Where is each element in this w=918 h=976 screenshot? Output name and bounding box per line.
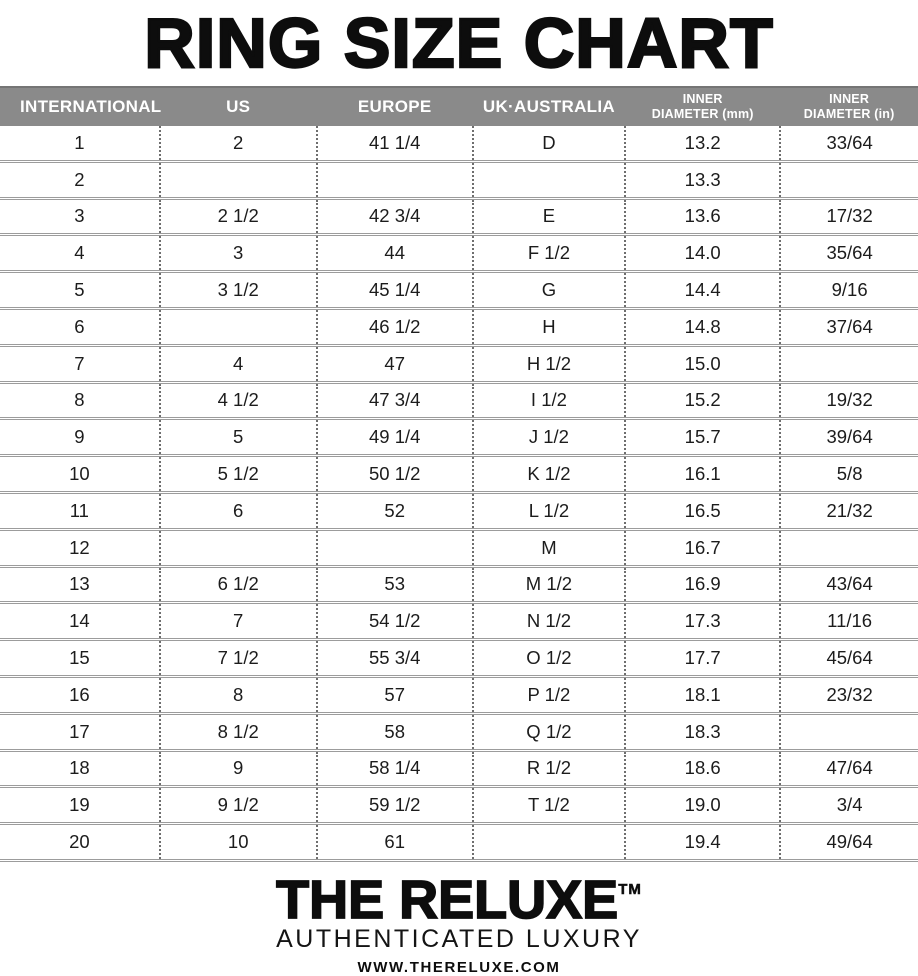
cell-uk-australia: D: [473, 126, 625, 161]
cell-international: 18: [0, 750, 160, 787]
cell-international: 4: [0, 235, 160, 272]
table-header-row: [0, 87, 918, 126]
cell-uk-australia: P 1/2: [473, 676, 625, 713]
cell-inner-diameter-in: 43/64: [780, 566, 918, 603]
table-body: [0, 126, 918, 860]
table-row: [0, 603, 918, 640]
website-url: WWW.THERELUXE.COM: [357, 958, 561, 976]
trademark-symbol: TM: [618, 880, 642, 898]
cell-inner-diameter-mm: 13.3: [625, 161, 780, 198]
cell-uk-australia: H 1/2: [473, 345, 625, 382]
cell-inner-diameter-in: [780, 713, 918, 750]
cell-europe: 47: [317, 345, 473, 382]
table-row: [0, 161, 918, 198]
cell-us: 4 1/2: [160, 382, 317, 419]
brand-logo: [0, 866, 918, 930]
cell-inner-diameter-mm: 14.0: [625, 235, 780, 272]
cell-international: 3: [0, 198, 160, 235]
cell-us: 8: [160, 676, 317, 713]
cell-inner-diameter-mm: 17.7: [625, 640, 780, 677]
cell-inner-diameter-mm: 19.0: [625, 787, 780, 824]
cell-international: 17: [0, 713, 160, 750]
table-row: [0, 345, 918, 382]
cell-uk-australia: O 1/2: [473, 640, 625, 677]
cell-inner-diameter-in: 49/64: [780, 824, 918, 861]
cell-inner-diameter-in: [780, 529, 918, 566]
cell-inner-diameter-in: 11/16: [780, 603, 918, 640]
cell-uk-australia: K 1/2: [473, 456, 625, 493]
cell-uk-australia: Q 1/2: [473, 713, 625, 750]
cell-international: 16: [0, 676, 160, 713]
column-header-label: US: [226, 97, 251, 116]
cell-inner-diameter-mm: 14.4: [625, 272, 780, 309]
column-header-us: [160, 87, 317, 126]
table-row: [0, 272, 918, 309]
cell-uk-australia: E: [473, 198, 625, 235]
column-header-inner-diameter-in: [780, 87, 918, 126]
cell-international: 13: [0, 566, 160, 603]
page-title: RING SIZE CHART: [144, 4, 774, 82]
cell-uk-australia: T 1/2: [473, 787, 625, 824]
footer: [0, 866, 918, 976]
cell-inner-diameter-in: 37/64: [780, 308, 918, 345]
cell-us: 3 1/2: [160, 272, 317, 309]
cell-uk-australia: I 1/2: [473, 382, 625, 419]
cell-europe: 54 1/2: [317, 603, 473, 640]
cell-us: 6 1/2: [160, 566, 317, 603]
cell-international: 12: [0, 529, 160, 566]
column-header-label-line2: DIAMETER (in): [803, 107, 895, 121]
cell-europe: 55 3/4: [317, 640, 473, 677]
cell-international: 7: [0, 345, 160, 382]
cell-europe: 46 1/2: [317, 308, 473, 345]
cell-europe: 44: [317, 235, 473, 272]
cell-us: [160, 529, 317, 566]
cell-international: 8: [0, 382, 160, 419]
cell-inner-diameter-in: [780, 161, 918, 198]
cell-international: 11: [0, 492, 160, 529]
cell-europe: 58: [317, 713, 473, 750]
cell-international: 20: [0, 824, 160, 861]
cell-europe: 42 3/4: [317, 198, 473, 235]
column-header-label: INNER: [829, 92, 870, 106]
table-row: [0, 308, 918, 345]
cell-us: 10: [160, 824, 317, 861]
cell-us: 2 1/2: [160, 198, 317, 235]
brand-name: THE RELUXE: [276, 869, 619, 930]
cell-international: 5: [0, 272, 160, 309]
cell-inner-diameter-in: 39/64: [780, 419, 918, 456]
ring-size-table: [0, 86, 918, 862]
cell-inner-diameter-mm: 14.8: [625, 308, 780, 345]
cell-europe: 58 1/4: [317, 750, 473, 787]
column-header-europe: [317, 87, 473, 126]
cell-europe: 50 1/2: [317, 456, 473, 493]
cell-uk-australia: [473, 824, 625, 861]
cell-uk-australia: R 1/2: [473, 750, 625, 787]
table-row: [0, 456, 918, 493]
cell-uk-australia: M: [473, 529, 625, 566]
cell-us: 8 1/2: [160, 713, 317, 750]
cell-international: 14: [0, 603, 160, 640]
cell-international: 9: [0, 419, 160, 456]
cell-inner-diameter-in: 9/16: [780, 272, 918, 309]
cell-us: 3: [160, 235, 317, 272]
table-row: [0, 529, 918, 566]
cell-europe: 52: [317, 492, 473, 529]
table-row: [0, 824, 918, 861]
cell-inner-diameter-mm: 18.3: [625, 713, 780, 750]
cell-inner-diameter-mm: 16.9: [625, 566, 780, 603]
cell-us: 7: [160, 603, 317, 640]
cell-uk-australia: H: [473, 308, 625, 345]
cell-europe: 53: [317, 566, 473, 603]
cell-inner-diameter-mm: 17.3: [625, 603, 780, 640]
column-header-label: UK·AUSTRALIA: [482, 97, 615, 116]
cell-international: 19: [0, 787, 160, 824]
table-row: [0, 566, 918, 603]
column-header-uk-australia: [473, 87, 625, 126]
cell-international: 15: [0, 640, 160, 677]
cell-uk-australia: G: [473, 272, 625, 309]
cell-inner-diameter-mm: 13.6: [625, 198, 780, 235]
cell-europe: 47 3/4: [317, 382, 473, 419]
cell-us: 9: [160, 750, 317, 787]
cell-uk-australia: [473, 161, 625, 198]
cell-inner-diameter-mm: 16.7: [625, 529, 780, 566]
column-header-international: [0, 87, 160, 126]
cell-europe: 61: [317, 824, 473, 861]
cell-us: 9 1/2: [160, 787, 317, 824]
cell-inner-diameter-in: 35/64: [780, 235, 918, 272]
table-header: [0, 87, 918, 126]
column-header-label: EUROPE: [357, 97, 432, 116]
cell-inner-diameter-mm: 16.5: [625, 492, 780, 529]
table-row: [0, 676, 918, 713]
table-row: [0, 419, 918, 456]
cell-inner-diameter-mm: 16.1: [625, 456, 780, 493]
cell-inner-diameter-mm: 15.2: [625, 382, 780, 419]
cell-inner-diameter-mm: 15.0: [625, 345, 780, 382]
brand-tagline: AUTHENTICATED LUXURY: [276, 924, 642, 953]
cell-inner-diameter-in: 3/4: [780, 787, 918, 824]
cell-us: 5: [160, 419, 317, 456]
cell-inner-diameter-in: 47/64: [780, 750, 918, 787]
cell-uk-australia: L 1/2: [473, 492, 625, 529]
cell-europe: 57: [317, 676, 473, 713]
cell-inner-diameter-in: 5/8: [780, 456, 918, 493]
cell-us: 2: [160, 126, 317, 161]
cell-europe: 45 1/4: [317, 272, 473, 309]
table-row: [0, 198, 918, 235]
cell-international: 10: [0, 456, 160, 493]
cell-inner-diameter-mm: 13.2: [625, 126, 780, 161]
cell-inner-diameter-mm: 18.1: [625, 676, 780, 713]
cell-us: 4: [160, 345, 317, 382]
cell-us: [160, 308, 317, 345]
cell-international: 6: [0, 308, 160, 345]
column-header-label: INTERNATIONAL: [20, 97, 162, 116]
cell-europe: [317, 161, 473, 198]
cell-inner-diameter-in: [780, 345, 918, 382]
column-header-label-line2: DIAMETER (mm): [651, 107, 754, 121]
column-header-inner-diameter-mm: [625, 87, 780, 126]
column-header-label: INNER: [682, 92, 723, 106]
table-row: [0, 750, 918, 787]
cell-international: 2: [0, 161, 160, 198]
cell-inner-diameter-mm: 18.6: [625, 750, 780, 787]
cell-us: 5 1/2: [160, 456, 317, 493]
cell-inner-diameter-in: 17/32: [780, 198, 918, 235]
cell-uk-australia: J 1/2: [473, 419, 625, 456]
cell-international: 1: [0, 126, 160, 161]
cell-uk-australia: N 1/2: [473, 603, 625, 640]
table-row: [0, 713, 918, 750]
cell-inner-diameter-in: 45/64: [780, 640, 918, 677]
cell-inner-diameter-in: 33/64: [780, 126, 918, 161]
table-row: [0, 492, 918, 529]
cell-inner-diameter-mm: 19.4: [625, 824, 780, 861]
table-row: [0, 382, 918, 419]
cell-europe: [317, 529, 473, 566]
table-row: [0, 235, 918, 272]
table-row: [0, 787, 918, 824]
cell-inner-diameter-mm: 15.7: [625, 419, 780, 456]
table-row: [0, 640, 918, 677]
cell-europe: 49 1/4: [317, 419, 473, 456]
cell-uk-australia: F 1/2: [473, 235, 625, 272]
table-row: [0, 126, 918, 161]
cell-inner-diameter-in: 23/32: [780, 676, 918, 713]
cell-inner-diameter-in: 19/32: [780, 382, 918, 419]
cell-us: [160, 161, 317, 198]
cell-europe: 59 1/2: [317, 787, 473, 824]
cell-inner-diameter-in: 21/32: [780, 492, 918, 529]
cell-uk-australia: M 1/2: [473, 566, 625, 603]
cell-europe: 41 1/4: [317, 126, 473, 161]
cell-us: 7 1/2: [160, 640, 317, 677]
cell-us: 6: [160, 492, 317, 529]
